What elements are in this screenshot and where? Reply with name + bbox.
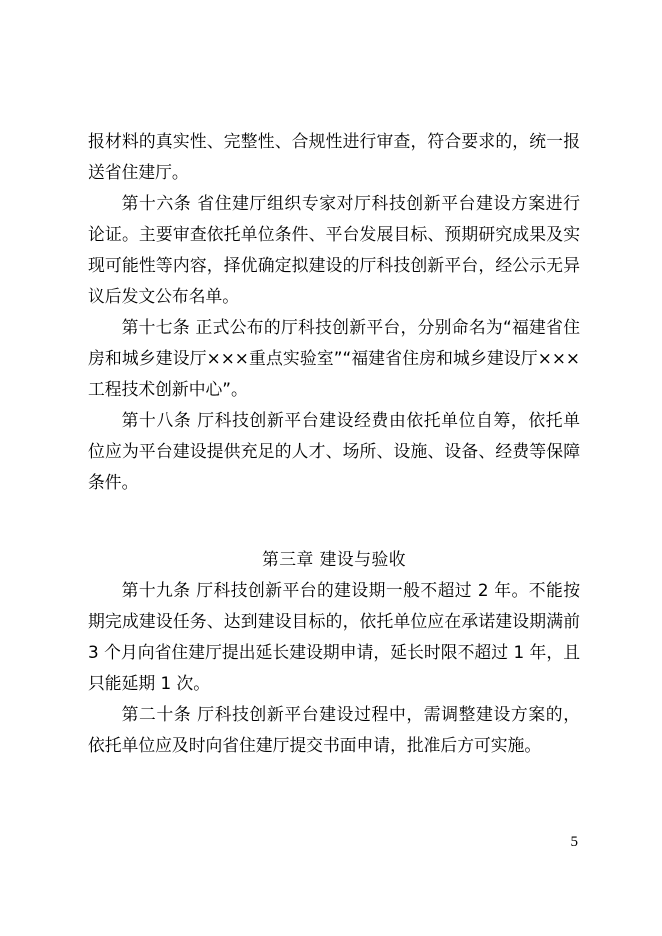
chapter-title: 第三章 建设与验收	[261, 549, 407, 569]
article-20: 第二十条 厅科技创新平台建设过程中，需调整建设方案的，依托单位应及时向省住建厅提交书面申请，批准后方可实施。	[88, 704, 580, 755]
article-18: 第十八条 厅科技创新平台建设经费由依托单位自筹，依托单位应为平台建设提供充足的人才、场所、设施、设备、经费等保障条件。	[88, 410, 580, 492]
article-17: 第十七条 正式公布的厅科技创新平台，分别命名为“福建省住房和城乡建设厅×××重点实验室”“福建省住房和城乡建设厅×××工程技术创新中心”。	[88, 317, 580, 399]
page-number: 5	[570, 834, 578, 850]
paragraph-continuation: 报材料的真实性、完整性、合规性进行审查，符合要求的，统一报送省住建厅。	[88, 131, 580, 182]
document-body	[88, 126, 580, 761]
article-19: 第十九条 厅科技创新平台的建设期一般不超过 2 年。不能按期完成建设任务、达到建设目标的，依托单位应在承诺建设期满前 3 个月向省住建厅提出延长建设期申请，延长时限不超过 1 年，且只能延期 1 次。	[88, 580, 580, 693]
article-16: 第十六条 省住建厅组织专家对厅科技创新平台建设方案进行论证。主要审查依托单位条件、平台发展目标、预期研究成果及实现可能性等内容，择优确定拟建设的厅科技创新平台，经公示无异议后发文公布名单。	[88, 193, 580, 306]
section-spacer	[88, 498, 580, 544]
